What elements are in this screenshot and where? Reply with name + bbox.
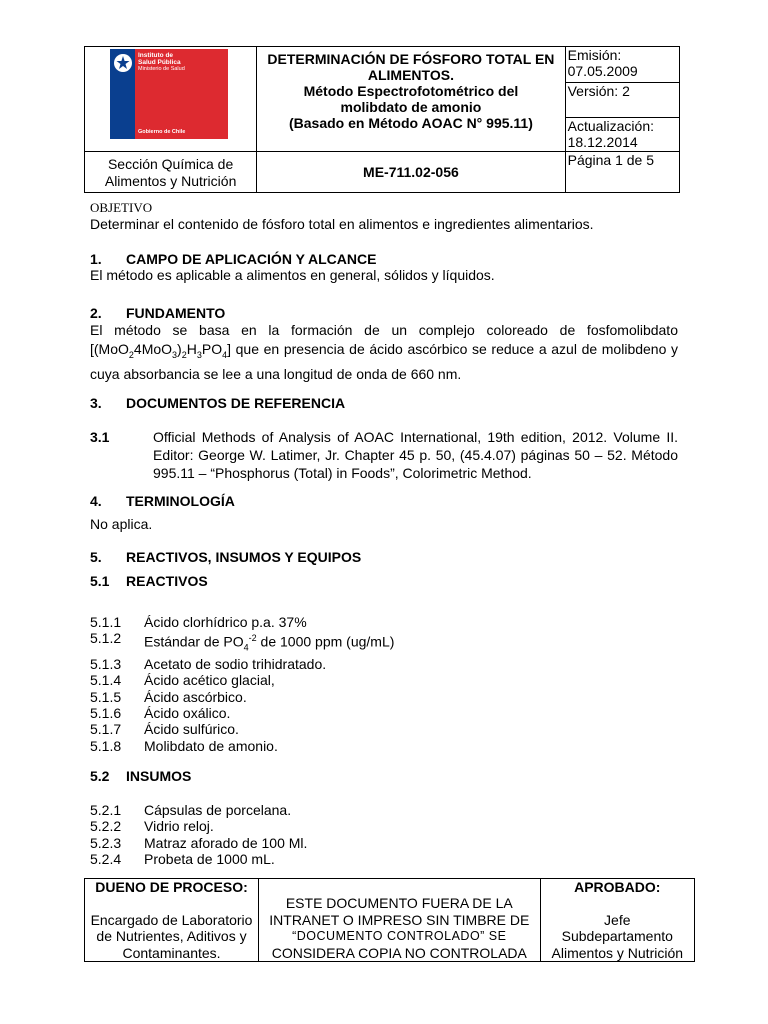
- list-item: 5.2.4 Probeta de 1000 mL.: [90, 850, 275, 867]
- approved-line: Subdepartamento: [561, 928, 673, 944]
- section-line: Alimentos y Nutrición: [104, 173, 237, 189]
- list-item: 5.1.6 Ácido oxálico.: [90, 704, 231, 721]
- title-line: ALIMENTOS.: [367, 67, 454, 83]
- fundamento-text-a: El método se basa en la formación de un complejo coloreado de fosfomolibdato: [90, 322, 678, 338]
- section-5-1: [90, 573, 678, 589]
- section-1: [90, 251, 678, 283]
- isp-logo: [110, 49, 228, 139]
- fundamento-text: [90, 321, 678, 384]
- emision-label: Emisión:: [567, 47, 622, 63]
- list-item: 5.2.3 Matraz aforado de 100 Ml.: [90, 834, 308, 851]
- actualizacion-date: 18.12.2014: [567, 134, 638, 151]
- owner-line: Contaminantes.: [122, 944, 221, 961]
- list-item: 5.1.5 Ácido ascórbico.: [90, 688, 247, 705]
- section-number: 2.: [90, 305, 102, 321]
- section-title: TERMINOLOGÍA: [126, 493, 235, 509]
- document-footer-table: [84, 878, 695, 962]
- list-item: 5.1.1 Ácido clorhídrico p.a. 37%: [90, 614, 307, 630]
- section-heading: [90, 768, 678, 784]
- owner-line: Encargado de Laboratorio: [90, 911, 253, 928]
- title-line: (Basado en Método AOAC N° 995.11): [288, 115, 533, 131]
- section-heading: [90, 573, 678, 589]
- process-owner-cell: [85, 879, 259, 962]
- section-heading: [90, 493, 678, 509]
- list-item: 5.2.1 Cápsulas de porcelana.: [90, 802, 292, 818]
- chemical-formula: $[(MoO_24MoO_3)_2H_3PO_4]$: [90, 341, 232, 360]
- notice-line: “DOCUMENTO CONTROLADO” SE: [292, 929, 507, 943]
- list-item: 5.1.2 Estándar de $PO_4^{-2}$ de 1000 ppm (ug/mL): [90, 630, 395, 653]
- section-line: Sección Química de: [107, 156, 234, 172]
- page-number: Página 1 de 5: [565, 152, 679, 193]
- approved-cell: [540, 879, 694, 962]
- section-number: 5.2: [90, 768, 110, 784]
- section-text: El método es aplicable a alimentos en general, sólidos y líquidos.: [90, 267, 495, 283]
- insumos-list: [90, 802, 307, 867]
- notice-line: CONSIDERA COPIA NO CONTROLADA: [271, 944, 527, 961]
- version: Versión: 2: [567, 82, 630, 99]
- title-line: molibdato de amonio: [340, 99, 482, 115]
- approved-line: Jefe: [604, 911, 631, 928]
- section-cell: [85, 152, 257, 193]
- section-number: 4.: [90, 493, 102, 509]
- section-number: 5.1: [90, 573, 110, 589]
- list-item: 5.2.2 Vidrio reloj.: [90, 818, 214, 835]
- section-number: 5.: [90, 549, 102, 565]
- logo-line1: Instituto de: [138, 52, 174, 59]
- section-heading: [90, 395, 678, 411]
- objetivo-text: Determinar el contenido de fósforo total en alimentos e ingredientes alimentarios.: [90, 216, 594, 232]
- actualizacion-cell: [565, 118, 679, 152]
- list-item: 5.1.4 Ácido acético glacial,: [90, 672, 275, 689]
- objetivo-section: [90, 200, 678, 232]
- section-3: [90, 395, 678, 411]
- title-line: DETERMINACIÓN DE FÓSFORO TOTAL EN: [267, 51, 555, 67]
- owner-label: DUENO DE PROCESO:: [95, 879, 248, 895]
- section-title: FUNDAMENTO: [126, 305, 226, 321]
- section-title: REACTIVOS, INSUMOS Y EQUIPOS: [126, 549, 362, 565]
- section-title: INSUMOS: [126, 768, 192, 784]
- reactivos-list: [90, 614, 394, 754]
- list-item: 5.1.8 Molibdato de amonio.: [90, 737, 278, 754]
- owner-line: de Nutrientes, Aditivos y: [96, 928, 247, 944]
- section-title: DOCUMENTOS DE REFERENCIA: [126, 395, 346, 411]
- document-title: [257, 47, 565, 152]
- control-notice-cell: [259, 879, 541, 962]
- approved-label: APROBADO:: [574, 879, 661, 895]
- reference-item: [90, 428, 678, 482]
- version-cell: [565, 82, 679, 118]
- section-5: [90, 549, 678, 565]
- section-heading: [90, 549, 678, 565]
- logo-cell: [85, 47, 257, 152]
- section-4: [90, 493, 678, 532]
- section-heading: [90, 305, 678, 321]
- logo-line2: Salud Pública: [138, 59, 181, 66]
- section-number: 3.: [90, 395, 102, 411]
- section-title: CAMPO DE APLICACIÓN Y ALCANCE: [126, 251, 377, 267]
- section-title: REACTIVOS: [126, 573, 208, 589]
- actualizacion-label: Actualización:: [567, 118, 654, 135]
- document-header-table: [84, 46, 680, 193]
- fundamento-text-b: que en presencia de ácido ascórbico se reduce a azul de molibdeno y cuya absorbancia se lee a una longitud de onda de 660 nm.: [90, 341, 678, 382]
- logo-line3: Ministerio de Salud: [138, 66, 185, 72]
- section-heading: [90, 251, 678, 267]
- emision-cell: [565, 47, 679, 83]
- logo-footer: Gobierno de Chile: [138, 129, 186, 135]
- list-item: 5.1.3 Acetato de sodio trihidratado.: [90, 656, 327, 673]
- objetivo-label: OBJETIVO: [90, 200, 153, 215]
- section-5-2: [90, 768, 678, 784]
- reference-number: 3.1: [90, 429, 110, 445]
- document-code: ME-711.02-056: [257, 152, 565, 193]
- logo-red-panel: [135, 49, 228, 139]
- approved-line: Alimentos y Nutrición: [551, 944, 684, 961]
- section-number: 1.: [90, 251, 102, 267]
- section-text: No aplica.: [90, 516, 153, 532]
- chile-coat-of-arms-icon: [112, 52, 134, 74]
- list-item: 5.1.7 Ácido sulfúrico.: [90, 721, 239, 738]
- section-2: [90, 305, 678, 384]
- notice-line: INTRANET O IMPRESO SIN TIMBRE DE: [269, 911, 530, 928]
- notice-line: ESTE DOCUMENTO FUERA DE LA: [285, 895, 513, 911]
- emision-date: 07.05.2009: [567, 63, 638, 79]
- reference-text: Official Methods of Analysis of AOAC International, 19th edition, 2012. Volume II. Editor: George W. Latimer, Jr. Chapter 45 p. 50, (45.4.07) páginas 50 – 52. Método 995.11 – “Phosphorus (Total) in Foods”, Colorimetric Method.: [153, 429, 678, 481]
- title-line: Método Espectrofotométrico del: [303, 83, 519, 99]
